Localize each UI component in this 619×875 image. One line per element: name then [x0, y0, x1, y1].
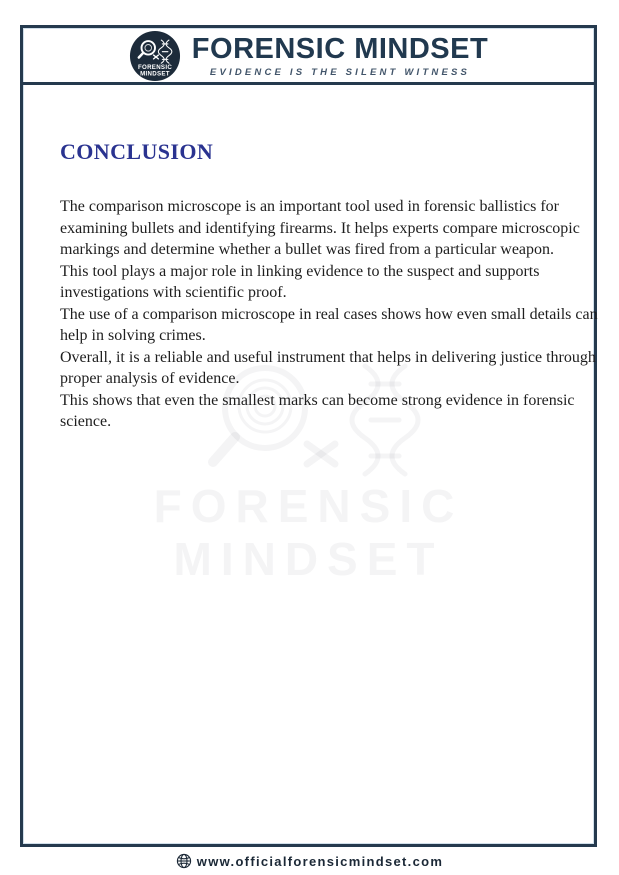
- page-border-frame: [20, 25, 597, 847]
- watermark-text-line1: FORENSIC: [153, 480, 464, 532]
- brand-block: [192, 34, 488, 78]
- header: [23, 28, 594, 85]
- body-text: [60, 196, 608, 433]
- section-heading: CONCLUSION: [60, 139, 214, 164]
- logo-text-line2: MINDSET: [139, 70, 170, 78]
- paragraph-2: This tool plays a major role in linking evidence to the suspect and supports investigations with scientific proof.: [60, 262, 540, 301]
- document-body: [60, 139, 608, 433]
- paragraph-1: The comparison microscope is an important tool used in forensic ballistics for examining bullets and identifying firearms. It helps experts compare microscopic markings and determine whether a bullet was fired from a particular weapon.: [60, 198, 580, 258]
- paragraph-5: This shows that even the smallest marks can become strong evidence in forensic science.: [60, 391, 575, 430]
- footer-url: www.officialforensicmindset.com: [196, 853, 444, 869]
- brand-tagline: EVIDENCE IS THE SILENT WITNESS: [209, 67, 471, 78]
- footer: [0, 851, 619, 871]
- paragraph-4: Overall, it is a reliable and useful instrument that helps in delivering justice through proper analysis of evidence.: [60, 348, 596, 387]
- watermark-text-line2: MINDSET: [173, 533, 444, 585]
- logo-text-line1: FORENSIC: [137, 64, 172, 71]
- paragraph-3: The use of a comparison microscope in real cases shows how even small details can help in solving crimes.: [60, 305, 598, 344]
- watermark-crossed-bones-icon: [307, 444, 335, 464]
- globe-icon: [176, 853, 192, 869]
- forensic-mindset-logo: [129, 30, 181, 82]
- brand-title: FORENSIC MINDSET: [191, 33, 489, 65]
